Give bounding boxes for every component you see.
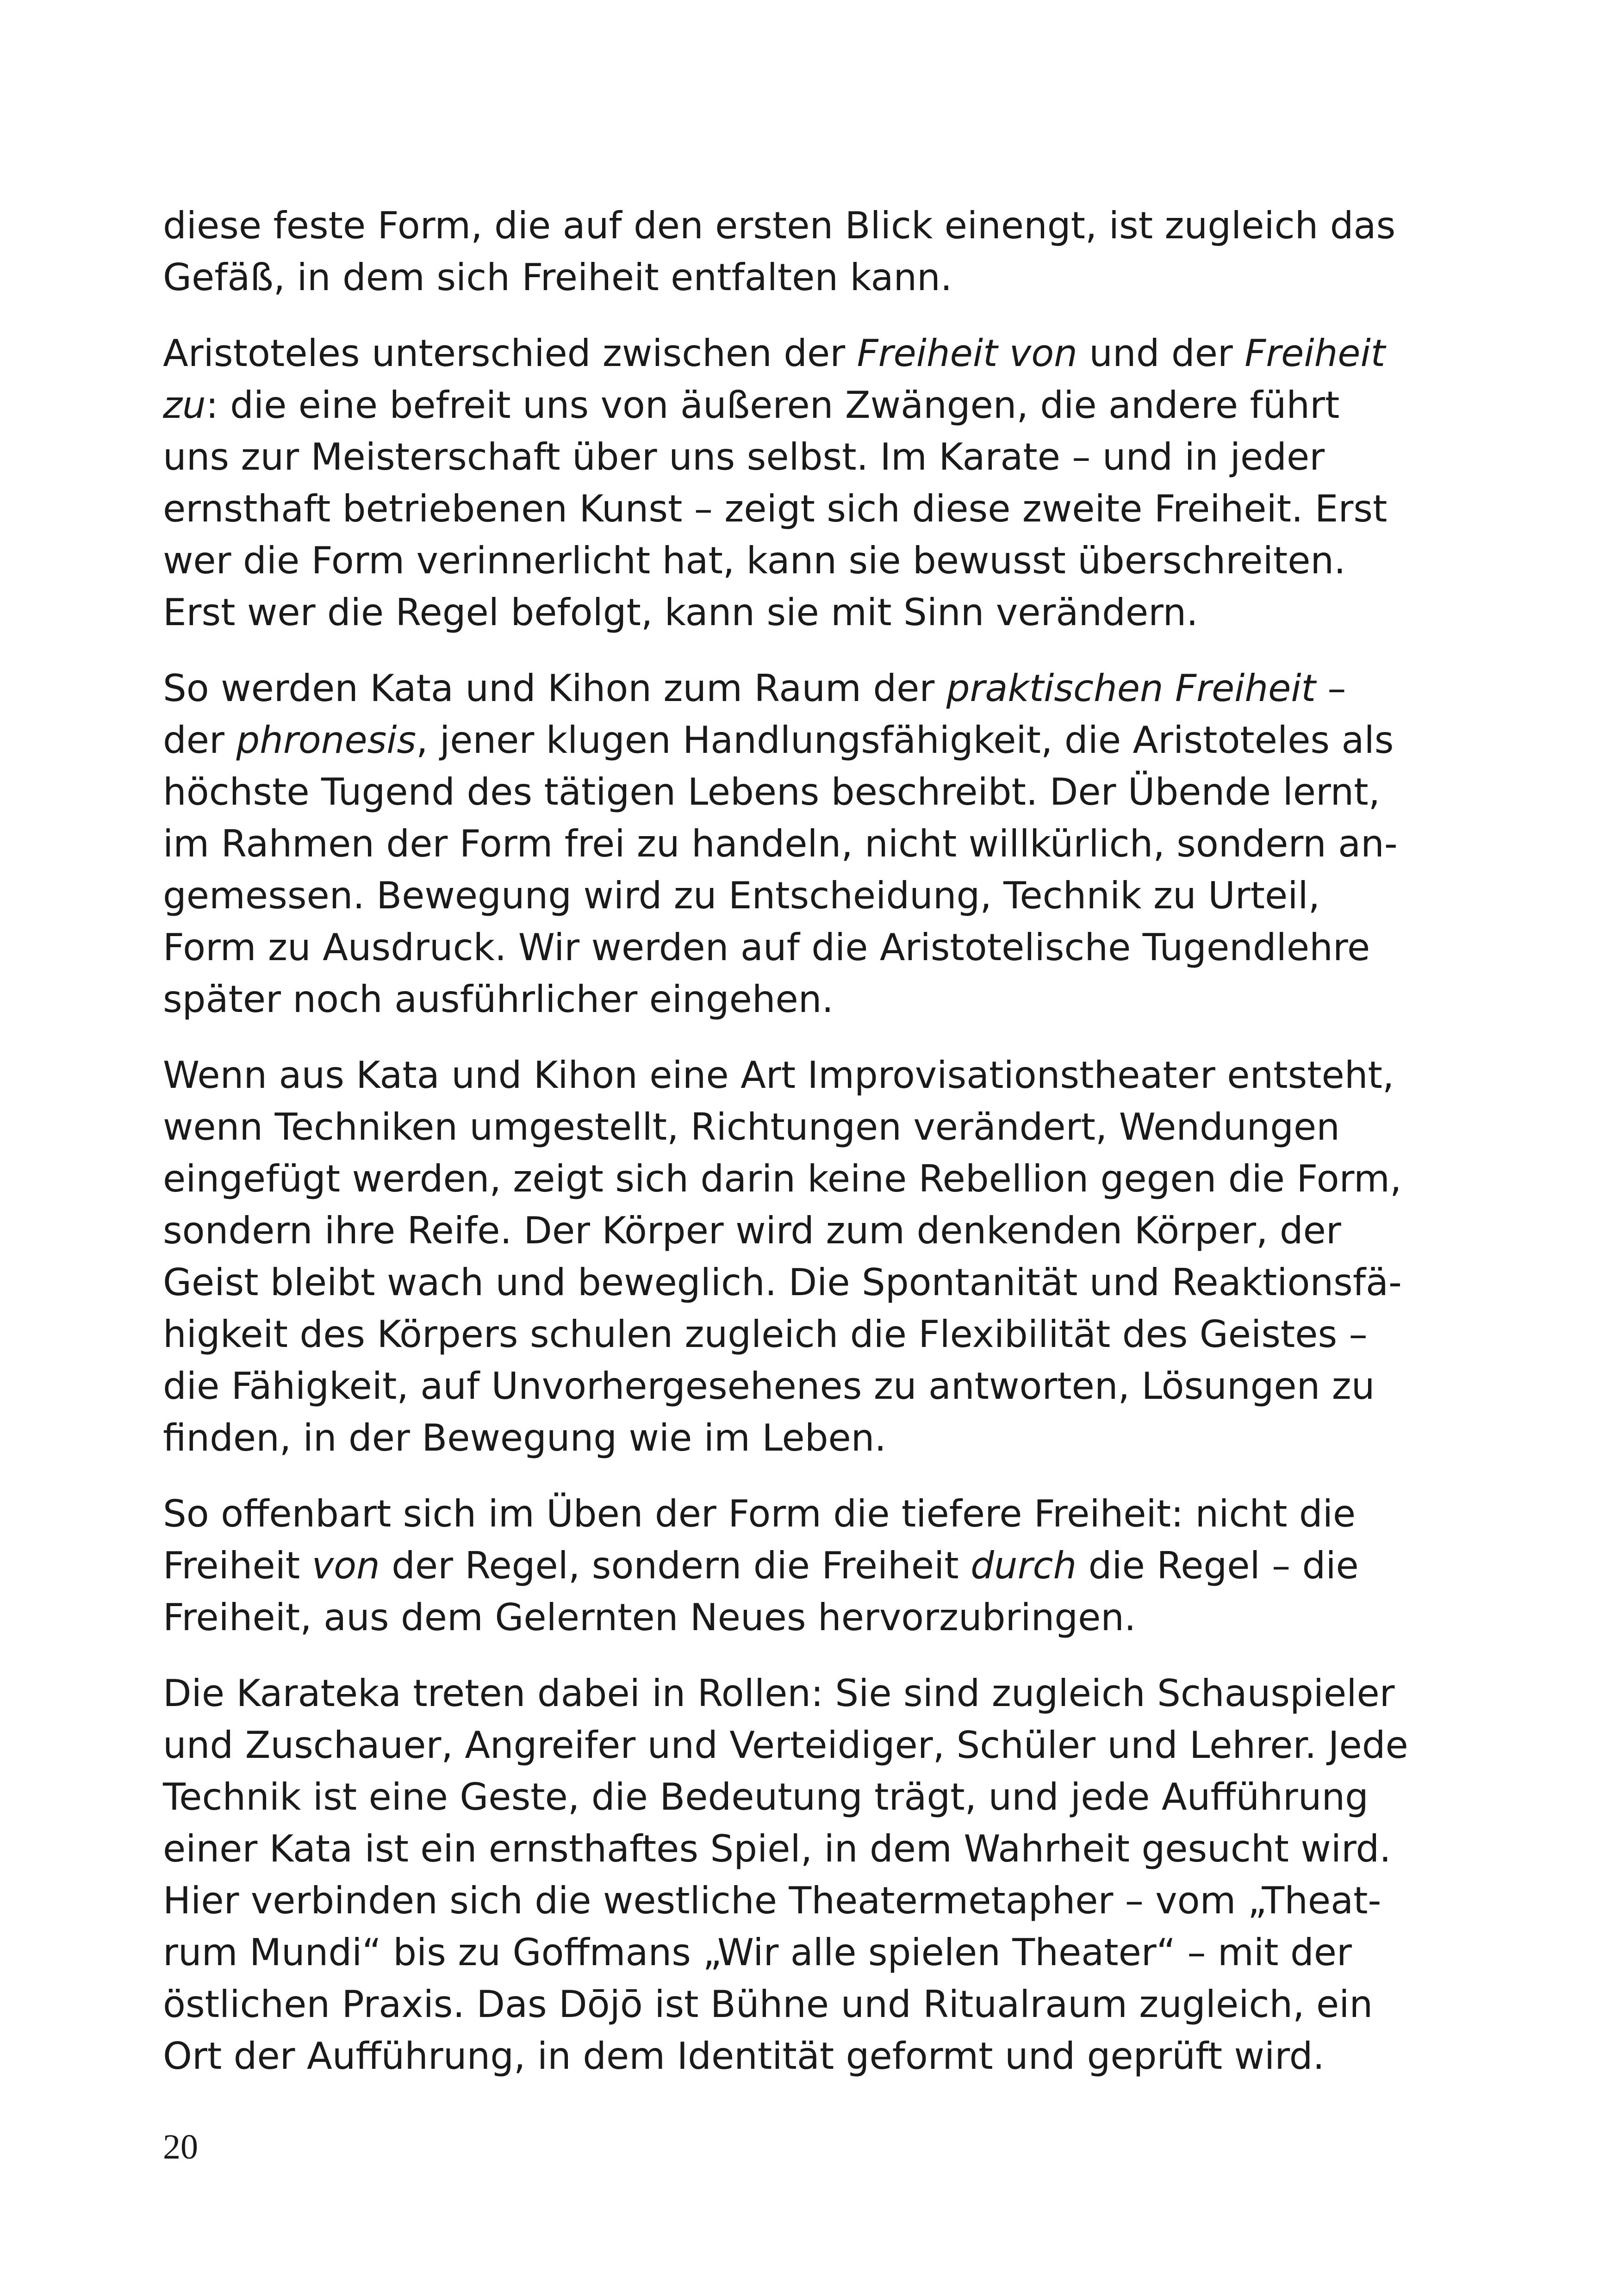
text-line [163,663,1450,714]
page-number: 20 [163,2128,198,2166]
text-line [163,1205,1450,1257]
text-line [163,483,1450,535]
text-segment: wer die Form verinnerlicht hat, kann sie bewusst überschreiten. [163,539,1346,582]
paragraph [163,663,1450,1025]
text-segment: östlichen Praxis. Das Dōjō ist Bühne und Ritualraum zugleich, ein [163,1983,1373,2026]
text-line [163,200,1450,252]
italic-text: praktischen Freiheit [946,667,1316,710]
text-line [163,1823,1450,1875]
text-segment: Aristoteles unterschied zwischen der [163,332,857,375]
text-segment: der [163,719,236,762]
text-line [163,535,1450,587]
text-line [163,1153,1450,1205]
text-segment: rum Mundi“ bis zu Goffmans „Wir alle spielen Theater“ – mit der [163,1931,1352,1974]
text-line [163,379,1450,431]
text-segment: eingefügt werden, zeigt sich darin keine Rebellion gegen die Form, [163,1157,1402,1200]
text-segment: , jener klugen Handlungsfähigkeit, die Aristoteles als [416,719,1394,762]
text-segment: sondern ihre Reife. Der Körper wird zum denkenden Körper, der [163,1209,1341,1252]
body-text [163,200,1450,2106]
text-segment: die Fähigkeit, auf Unvorhergesehenes zu antworten, Lösungen zu [163,1365,1375,1408]
text-segment: Freiheit [163,1544,312,1587]
text-line [163,1257,1450,1309]
text-segment: höchste Tugend des tätigen Lebens beschreibt. Der Übende lernt, [163,770,1380,813]
paragraph [163,328,1450,639]
text-segment: im Rahmen der Form frei zu handeln, nicht willkürlich, sondern an- [163,822,1398,865]
text-segment: Form zu Ausdruck. Wir werden auf die Aristotelische Tugendlehre [163,926,1370,969]
text-segment: Ort der Aufführung, in dem Identität geformt und geprüft wird. [163,2035,1325,2078]
text-line [163,1979,1450,2030]
text-line [163,1771,1450,1823]
text-segment: Wenn aus Kata und Kihon eine Art Improvisationstheater entsteht, [163,1054,1394,1097]
text-segment: Hier verbinden sich die westliche Theatermetapher – vom „Theat- [163,1879,1382,1922]
text-line [163,252,1450,304]
text-segment: Geist bleibt wach und beweglich. Die Spontanität und Reaktionsfä- [163,1261,1402,1304]
text-line [163,1540,1450,1592]
text-line [163,766,1450,818]
italic-text: Freiheit [1245,332,1386,375]
text-segment: der Regel, sondern die Freiheit [380,1544,971,1587]
text-segment: die Regel – die [1077,1544,1359,1587]
text-segment: : die eine befreit uns von äußeren Zwängen, die andere führt [205,384,1340,427]
text-segment: So offenbart sich im Üben der Form die tiefere Freiheit: nicht die [163,1492,1356,1535]
text-segment: Gefäß, in dem sich Freiheit entfalten kann. [163,256,952,299]
text-segment: ernsthaft betriebenen Kunst – zeigt sich diese zweite Freiheit. Erst [163,487,1388,530]
text-line [163,922,1450,974]
text-segment: Technik ist eine Geste, die Bedeutung trägt, und jede Aufführung [163,1775,1369,1818]
italic-text: von [311,1544,380,1587]
text-line [163,1412,1450,1464]
text-line [163,1488,1450,1540]
paragraph [163,1049,1450,1464]
text-segment: higkeit des Körpers schulen zugleich die Flexibilität des Geistes – [163,1313,1368,1356]
text-line [163,1309,1450,1360]
text-line [163,431,1450,483]
text-line [163,1049,1450,1101]
text-line [163,1360,1450,1412]
text-segment: wenn Techniken umgestellt, Richtungen verändert, Wendungen [163,1105,1340,1148]
text-line [163,1592,1450,1644]
text-segment: später noch ausführlicher eingehen. [163,978,834,1021]
text-segment: gemessen. Bewegung wird zu Entscheidung, Technik zu Urteil, [163,874,1320,917]
text-line [163,587,1450,639]
text-segment: Die Karateka treten dabei in Rollen: Sie sind zugleich Schauspieler [163,1672,1395,1715]
text-segment: einer Kata ist ein ernsthaftes Spiel, in dem Wahrheit gesucht wird. [163,1827,1391,1870]
text-segment: Erst wer die Regel befolgt, kann sie mit Sinn verändern. [163,591,1198,634]
text-segment: und Zuschauer, Angreifer und Verteidiger, Schüler und Lehrer. Jede [163,1724,1408,1767]
text-line [163,974,1450,1025]
italic-text: phronesis [236,719,417,762]
text-segment: uns zur Meisterschaft über uns selbst. Im Karate – und in jeder [163,435,1325,478]
text-line [163,2030,1450,2082]
paragraph [163,1668,1450,2082]
text-line [163,870,1450,922]
italic-text: Freiheit von [857,332,1077,375]
text-segment: diese feste Form, die auf den ersten Blick einengt, ist zugleich das [163,204,1396,247]
text-line [163,1101,1450,1153]
text-segment: So werden Kata und Kihon zum Raum der [163,667,946,710]
text-segment: – [1315,667,1346,710]
text-line [163,714,1450,766]
text-line [163,1927,1450,1979]
text-line [163,1719,1450,1771]
italic-text: durch [971,1544,1077,1587]
text-segment: Freiheit, aus dem Gelernten Neues hervorzubringen. [163,1596,1136,1639]
italic-text: zu [163,384,206,427]
paragraph [163,1488,1450,1644]
text-segment: und der [1077,332,1245,375]
text-line [163,1668,1450,1719]
text-line [163,1875,1450,1927]
text-line [163,328,1450,379]
text-segment: finden, in der Bewegung wie im Leben. [163,1416,886,1459]
text-line [163,818,1450,870]
paragraph [163,200,1450,304]
